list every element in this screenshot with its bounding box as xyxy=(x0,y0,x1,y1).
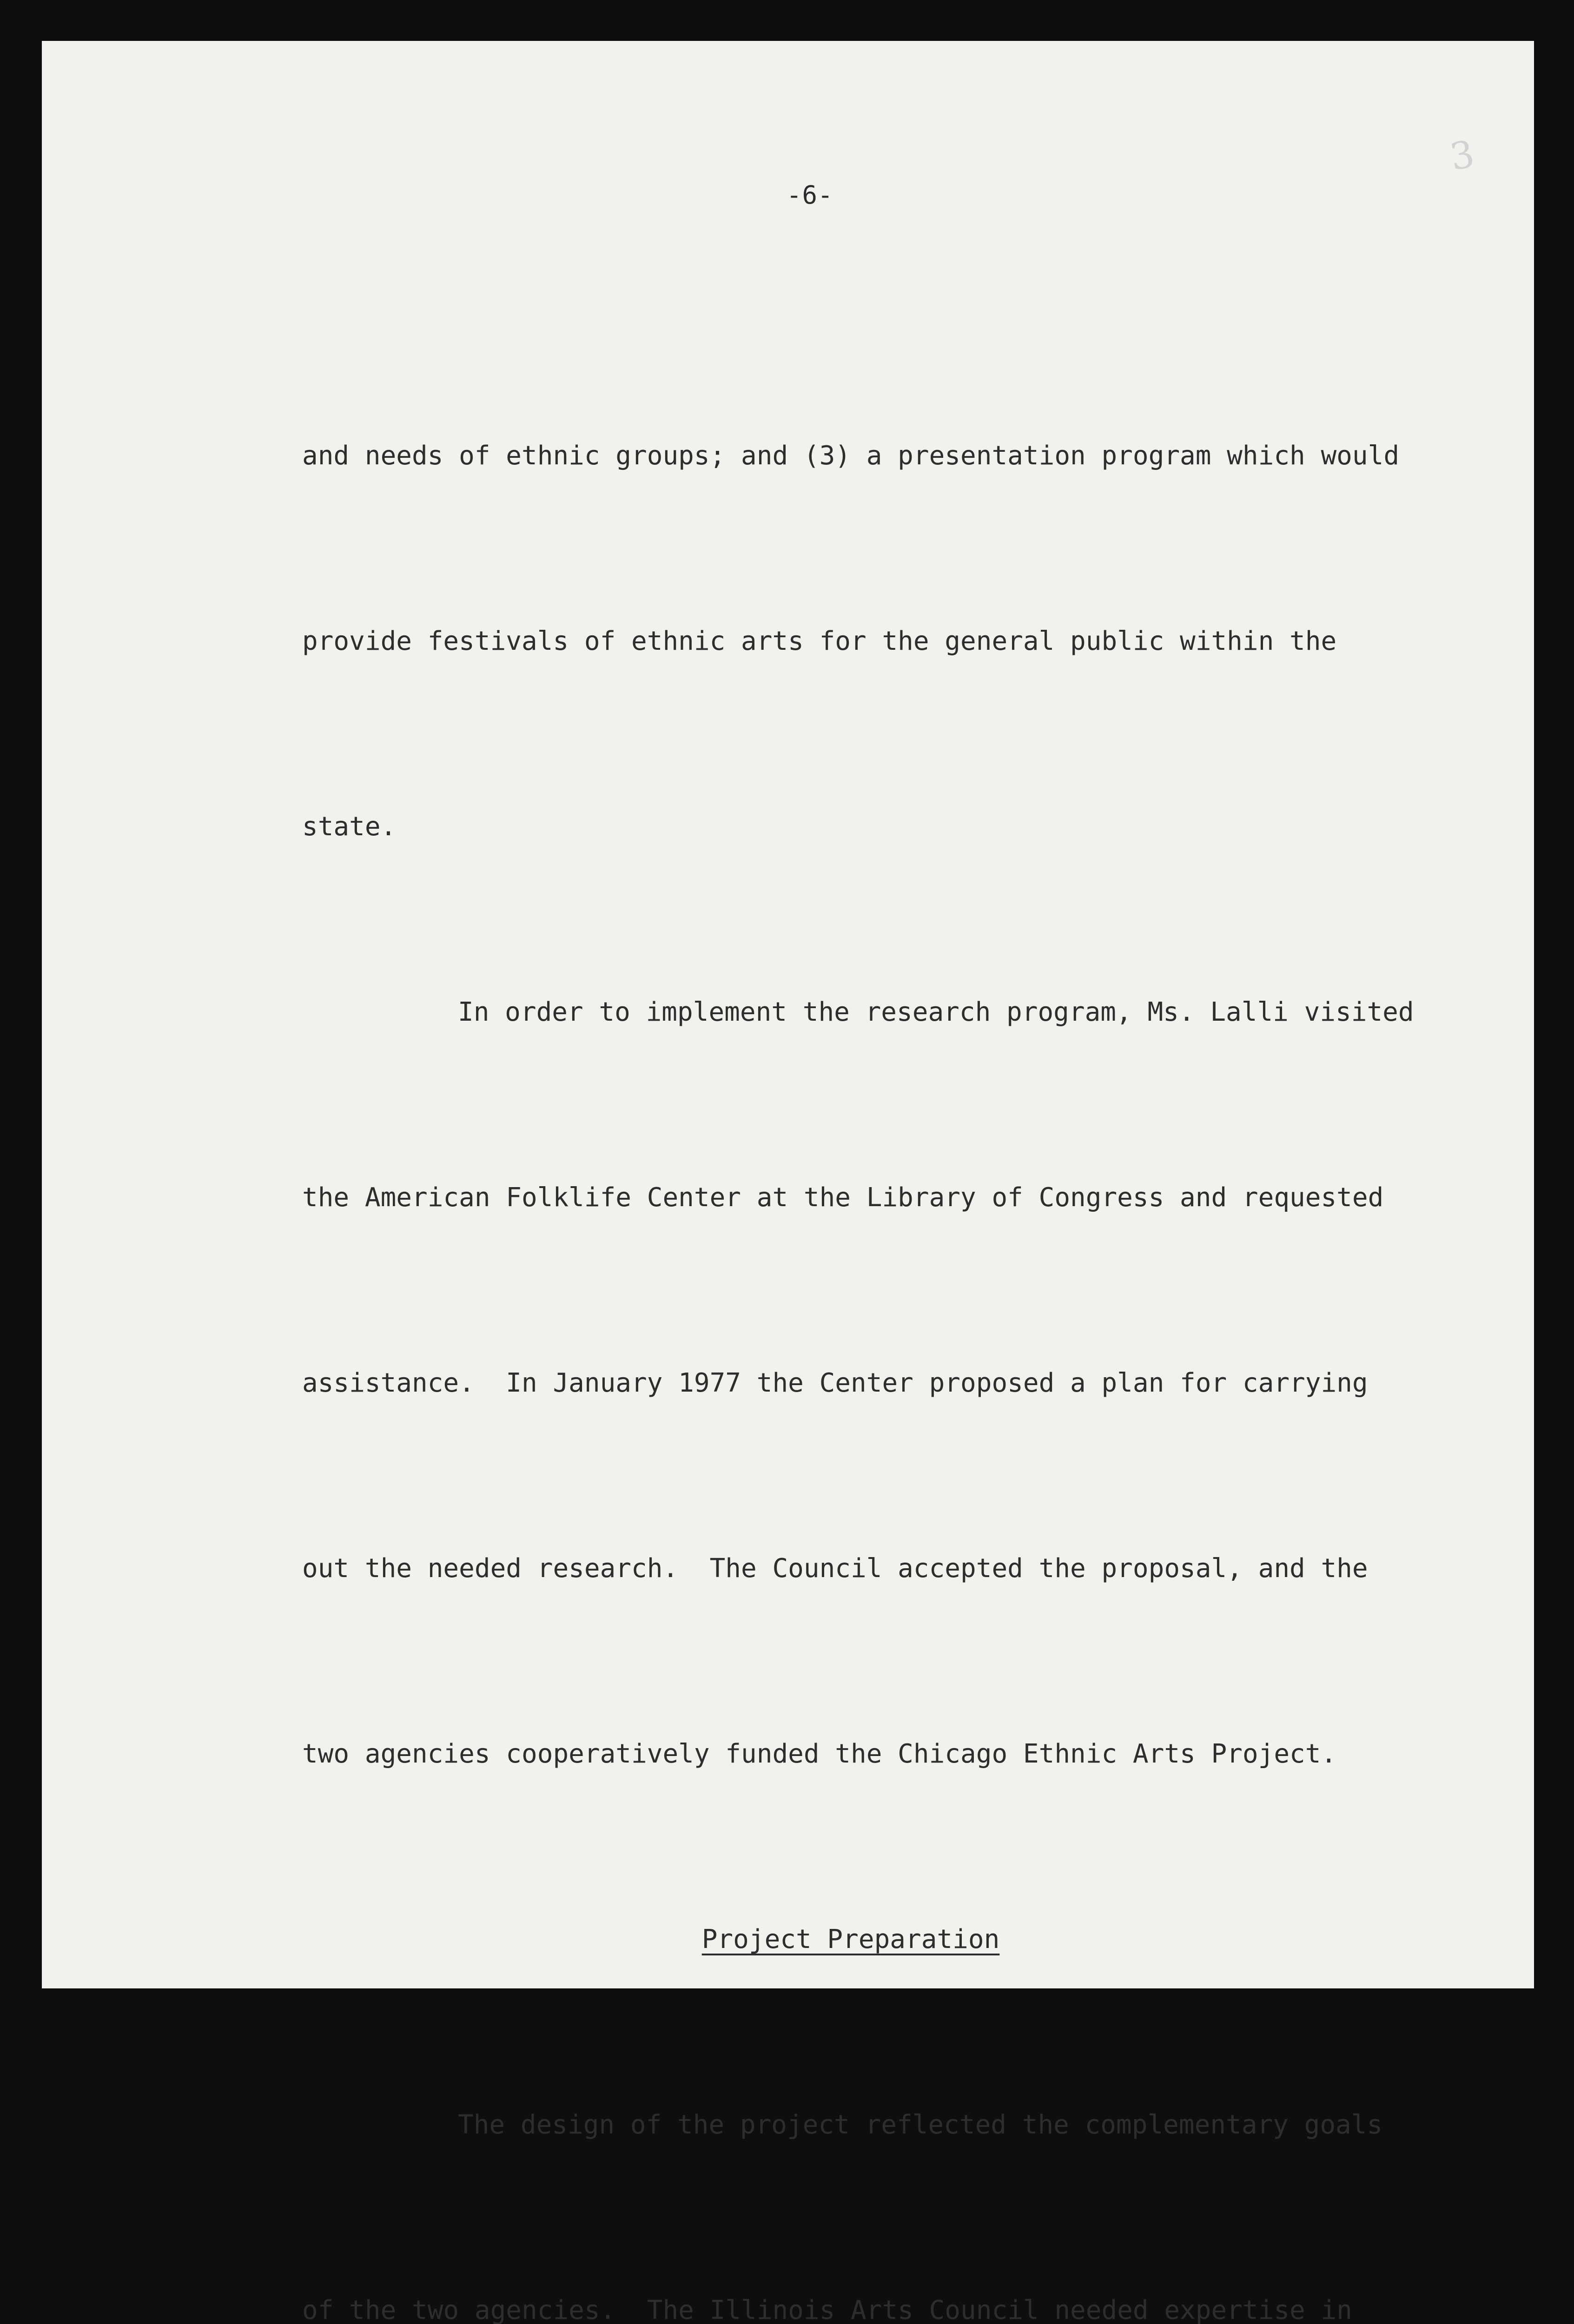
text-line: assistance. In January 1977 the Center proposed a plan for carrying xyxy=(302,1368,1368,1398)
text-line: the American Folklife Center at the Library of Congress and requested xyxy=(302,1182,1384,1213)
text-line: In order to implement the research program, Ms. Lalli visited xyxy=(458,997,1414,1027)
document-page xyxy=(42,41,1534,2324)
text-line: out the needed research. The Council accepted the proposal, and the xyxy=(302,1553,1368,1584)
pencil-page-mark: 3 xyxy=(1447,132,1478,179)
text-line: of the two agencies. The Illinois Arts Council needed expertise in xyxy=(302,2295,1352,2324)
text-line: and needs of ethnic groups; and (3) a presentation program which would xyxy=(302,441,1400,471)
text-line: two agencies cooperatively funded the Chicago Ethnic Arts Project. xyxy=(302,1739,1337,1769)
text-line: state. xyxy=(302,812,397,842)
section-heading xyxy=(302,1908,1399,1970)
text-line: provide festivals of ethnic arts for the general public within the xyxy=(302,626,1337,656)
text-line: The design of the project reflected the complementary goals xyxy=(458,2110,1383,2140)
body-text xyxy=(302,301,1455,2324)
section-heading-text: Project Preparation xyxy=(701,1924,1000,1954)
page-number: -6- xyxy=(787,180,833,210)
